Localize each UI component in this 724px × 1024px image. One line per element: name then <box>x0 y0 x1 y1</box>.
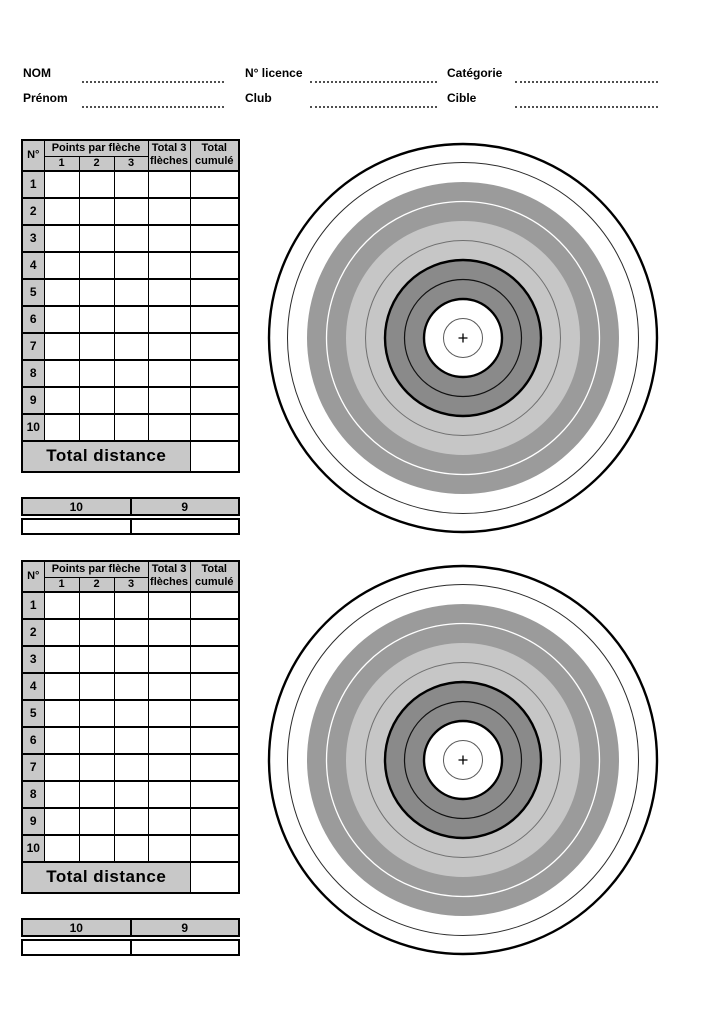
score-cell[interactable] <box>79 835 114 862</box>
field-label-prenom: Prénom <box>23 91 68 105</box>
total3-cell[interactable] <box>148 619 190 646</box>
total3-cell[interactable] <box>148 387 190 414</box>
total-distance-label: Total distance <box>22 862 190 893</box>
score-cell[interactable] <box>79 387 114 414</box>
col-header-arrow-3: 3 <box>114 577 148 592</box>
cumul-cell[interactable] <box>190 360 239 387</box>
row-number: 7 <box>22 754 44 781</box>
score-cell[interactable] <box>114 754 148 781</box>
score-cell[interactable] <box>44 619 79 646</box>
total-distance-label: Total distance <box>22 441 190 472</box>
score-cell[interactable] <box>44 360 79 387</box>
count-10-cell: 10 <box>23 920 132 935</box>
score-cell[interactable] <box>114 781 148 808</box>
cumul-cell[interactable] <box>190 592 239 619</box>
cumul-cell[interactable] <box>190 808 239 835</box>
col-header-arrow-1: 1 <box>44 156 79 171</box>
score-cell[interactable] <box>79 646 114 673</box>
total3-cell[interactable] <box>148 835 190 862</box>
score-cell[interactable] <box>79 754 114 781</box>
score-table-distance-1 <box>21 139 240 473</box>
score-cell[interactable] <box>44 333 79 360</box>
row-number: 1 <box>22 592 44 619</box>
count-9-entry[interactable] <box>132 520 239 533</box>
field-line-n-licence[interactable] <box>310 66 437 83</box>
col-header-arrow-2: 2 <box>79 156 114 171</box>
count-9-cell: 9 <box>132 920 239 935</box>
total3-cell[interactable] <box>148 808 190 835</box>
score-cell[interactable] <box>114 619 148 646</box>
row-number: 9 <box>22 387 44 414</box>
score-cell[interactable] <box>114 808 148 835</box>
score-cell[interactable] <box>44 414 79 441</box>
total3-cell[interactable] <box>148 727 190 754</box>
row-number: 6 <box>22 306 44 333</box>
cumul-cell[interactable] <box>190 171 239 198</box>
score-cell[interactable] <box>114 252 148 279</box>
col-header-number: N° <box>22 561 44 592</box>
total3-cell[interactable] <box>148 306 190 333</box>
target-face-1 <box>266 141 660 535</box>
field-label-cible: Cible <box>447 91 477 105</box>
archery-target <box>266 563 660 957</box>
count-9-entry[interactable] <box>132 941 239 954</box>
total3-cell[interactable] <box>148 279 190 306</box>
score-cell[interactable] <box>79 306 114 333</box>
score-cell[interactable] <box>79 279 114 306</box>
score-cell[interactable] <box>44 754 79 781</box>
score-cell[interactable] <box>79 252 114 279</box>
score-cell[interactable] <box>114 198 148 225</box>
score-cell[interactable] <box>44 279 79 306</box>
score-cell[interactable] <box>44 646 79 673</box>
score-cell[interactable] <box>44 808 79 835</box>
row-number: 3 <box>22 646 44 673</box>
field-label-club: Club <box>245 91 272 105</box>
cumul-cell[interactable] <box>190 225 239 252</box>
score-cell[interactable] <box>79 198 114 225</box>
row-number: 7 <box>22 333 44 360</box>
score-cell[interactable] <box>44 387 79 414</box>
score-cell[interactable] <box>114 414 148 441</box>
summary-row-counts-1 <box>21 497 240 516</box>
total3-cell[interactable] <box>148 333 190 360</box>
total-distance-cell[interactable] <box>190 441 239 472</box>
cumul-cell[interactable] <box>190 387 239 414</box>
col-header-arrow-1: 1 <box>44 577 79 592</box>
field-label-nom: NOM <box>23 66 51 80</box>
col-header-cumul: Total cumulé <box>190 140 239 171</box>
cumul-cell[interactable] <box>190 700 239 727</box>
col-header-arrow-2: 2 <box>79 577 114 592</box>
score-cell[interactable] <box>44 306 79 333</box>
total3-cell[interactable] <box>148 646 190 673</box>
score-cell[interactable] <box>79 171 114 198</box>
score-cell[interactable] <box>79 333 114 360</box>
row-number: 3 <box>22 225 44 252</box>
summary-row-counts-2 <box>21 918 240 937</box>
total3-cell[interactable] <box>148 171 190 198</box>
row-number: 5 <box>22 279 44 306</box>
col-header-cumul: Total cumulé <box>190 561 239 592</box>
cumul-cell[interactable] <box>190 754 239 781</box>
row-number: 10 <box>22 835 44 862</box>
cumul-cell[interactable] <box>190 646 239 673</box>
col-header-points: Points par flèche <box>44 561 148 577</box>
row-number: 5 <box>22 700 44 727</box>
target-face-2 <box>266 563 660 957</box>
score-cell[interactable] <box>79 225 114 252</box>
score-cell[interactable] <box>44 673 79 700</box>
field-line-prenom[interactable] <box>82 91 224 108</box>
col-header-total3: Total 3 flèches <box>148 140 190 171</box>
row-number: 8 <box>22 360 44 387</box>
row-number: 9 <box>22 808 44 835</box>
score-cell[interactable] <box>79 700 114 727</box>
score-cell[interactable] <box>79 592 114 619</box>
col-header-arrow-3: 3 <box>114 156 148 171</box>
count-10-entry[interactable] <box>23 941 132 954</box>
cumul-cell[interactable] <box>190 306 239 333</box>
field-label-categorie: Catégorie <box>447 66 503 80</box>
col-header-total3: Total 3 flèches <box>148 561 190 592</box>
row-number: 6 <box>22 727 44 754</box>
total3-cell[interactable] <box>148 198 190 225</box>
cumul-cell[interactable] <box>190 727 239 754</box>
score-cell[interactable] <box>79 727 114 754</box>
total3-cell[interactable] <box>148 360 190 387</box>
cumul-cell[interactable] <box>190 279 239 306</box>
total-distance-cell[interactable] <box>190 862 239 893</box>
cumul-cell[interactable] <box>190 333 239 360</box>
count-10-entry[interactable] <box>23 520 132 533</box>
cumul-cell[interactable] <box>190 781 239 808</box>
score-table-distance-2 <box>21 560 240 894</box>
summary-row-blank-1 <box>21 518 240 535</box>
count-9-cell: 9 <box>132 499 239 514</box>
score-cell[interactable] <box>114 835 148 862</box>
score-cell[interactable] <box>114 333 148 360</box>
count-10-cell: 10 <box>23 499 132 514</box>
row-number: 2 <box>22 198 44 225</box>
score-cell[interactable] <box>79 619 114 646</box>
score-cell[interactable] <box>79 360 114 387</box>
score-cell[interactable] <box>44 781 79 808</box>
row-number: 2 <box>22 619 44 646</box>
row-number: 10 <box>22 414 44 441</box>
total3-cell[interactable] <box>148 781 190 808</box>
score-cell[interactable] <box>114 727 148 754</box>
cumul-cell[interactable] <box>190 198 239 225</box>
cumul-cell[interactable] <box>190 619 239 646</box>
field-line-club[interactable] <box>310 91 437 108</box>
score-cell[interactable] <box>114 279 148 306</box>
row-number: 4 <box>22 673 44 700</box>
score-cell[interactable] <box>79 781 114 808</box>
row-number: 8 <box>22 781 44 808</box>
total3-cell[interactable] <box>148 592 190 619</box>
score-cell[interactable] <box>44 225 79 252</box>
cumul-cell[interactable] <box>190 414 239 441</box>
score-cell[interactable] <box>44 252 79 279</box>
score-cell[interactable] <box>44 727 79 754</box>
score-cell[interactable] <box>44 198 79 225</box>
field-line-categorie[interactable] <box>515 66 658 83</box>
score-cell[interactable] <box>114 171 148 198</box>
score-cell[interactable] <box>44 171 79 198</box>
score-cell[interactable] <box>44 592 79 619</box>
score-cell[interactable] <box>44 835 79 862</box>
score-cell[interactable] <box>114 225 148 252</box>
total3-cell[interactable] <box>148 225 190 252</box>
total3-cell[interactable] <box>148 700 190 727</box>
archery-target <box>266 141 660 535</box>
field-line-cible[interactable] <box>515 91 658 108</box>
score-cell[interactable] <box>114 700 148 727</box>
col-header-points: Points par flèche <box>44 140 148 156</box>
cumul-cell[interactable] <box>190 252 239 279</box>
field-line-nom[interactable] <box>82 66 224 83</box>
score-cell[interactable] <box>79 414 114 441</box>
col-header-number: N° <box>22 140 44 171</box>
total3-cell[interactable] <box>148 252 190 279</box>
score-cell[interactable] <box>114 306 148 333</box>
total3-cell[interactable] <box>148 414 190 441</box>
score-cell[interactable] <box>114 673 148 700</box>
field-label-n-licence: N° licence <box>245 66 303 80</box>
total3-cell[interactable] <box>148 673 190 700</box>
score-cell[interactable] <box>79 808 114 835</box>
score-cell[interactable] <box>114 646 148 673</box>
score-cell[interactable] <box>114 360 148 387</box>
row-number: 4 <box>22 252 44 279</box>
score-cell[interactable] <box>114 592 148 619</box>
score-cell[interactable] <box>114 387 148 414</box>
cumul-cell[interactable] <box>190 673 239 700</box>
score-cell[interactable] <box>44 700 79 727</box>
total3-cell[interactable] <box>148 754 190 781</box>
score-cell[interactable] <box>79 673 114 700</box>
summary-row-blank-2 <box>21 939 240 956</box>
cumul-cell[interactable] <box>190 835 239 862</box>
row-number: 1 <box>22 171 44 198</box>
